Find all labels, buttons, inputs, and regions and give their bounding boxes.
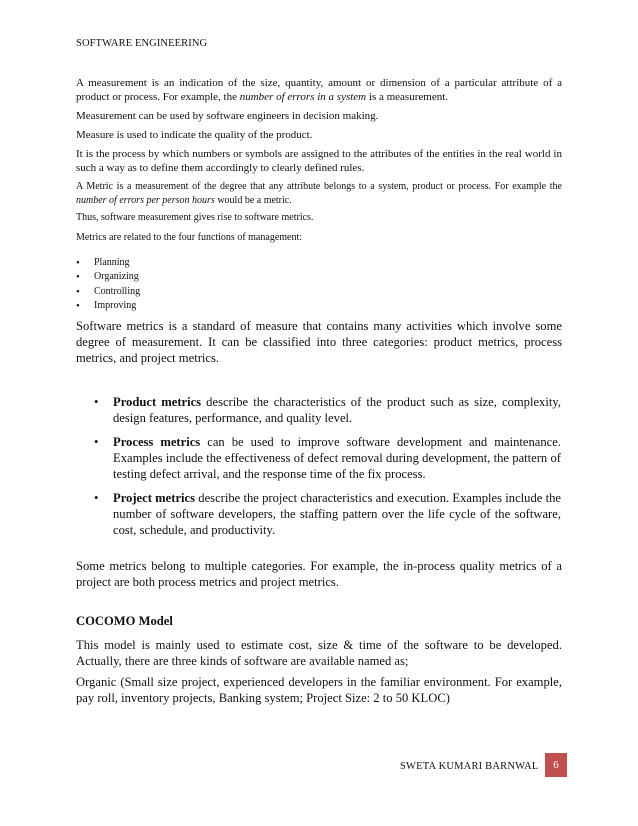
footer-author: SWETA KUMARI BARNWAL [400, 761, 539, 772]
paragraph-process: It is the process by which numbers or symbols are assigned to the attributes of the entities in the real world in such a way as to define them accordingly to clearly defined rules. [76, 148, 562, 174]
list-item: • Improving [76, 299, 376, 313]
description: describe the project characteristics and execution. Examples include the number of software developers, the staffing pattern over the life cycle of the software, cost, schedule, and productivity. [113, 491, 561, 537]
paragraph-metrics-intro: Software metrics is a standard of measure that contains many activities which involve some degree of measurement. It can be classified into three categories: product metrics, process metrics, and project metrics. [76, 319, 562, 365]
list-item: • Planning [76, 256, 376, 270]
paragraph-quality: Measure is used to indicate the quality of the product. [76, 129, 313, 141]
paragraph-measurement-definition [76, 76, 562, 104]
emphasis: number of errors per person hours [76, 195, 215, 206]
description: describe the characteristics of the product such as size, complexity, design features, performance, and quality level. [113, 395, 561, 425]
paragraph-metrics-rise: Thus, software measurement gives rise to software metrics. [76, 212, 314, 223]
term: Product metrics [113, 395, 202, 409]
paragraph-cocomo-organic: Organic (Small size project, experienced developers in the familiar environment. For example, pay roll, inventory projects, Banking system; Project Size: 2 to 50 KLOC) [76, 675, 562, 705]
term: Project metrics [113, 491, 196, 505]
paragraph-management-functions: Metrics are related to the four functions of management: [76, 232, 303, 243]
list-item-process-metrics [94, 434, 561, 482]
paragraph-multiple-categories: Some metrics belong to multiple categories. For example, the in-process quality metrics of a project are both process metrics and project metrics. [76, 559, 562, 589]
section-heading-cocomo: COCOMO Model [76, 614, 173, 628]
paragraph-cocomo-intro: This model is mainly used to estimate cost, size & time of the software to be developed. Actually, there are three kinds of software are available named as; [76, 638, 562, 668]
description: can be used to improve software development and maintenance. Examples include the effectiveness of defect removal during development, the pattern of testing defect arrival, and the response time of the fix process. [113, 435, 561, 481]
list-item: • Controlling [76, 285, 376, 299]
management-functions-list [76, 256, 376, 314]
list-item: • Organizing [76, 270, 376, 284]
paragraph-metric-definition [76, 180, 562, 208]
running-header: SOFTWARE ENGINEERING [76, 38, 208, 49]
text: would be a metric. [214, 195, 292, 206]
list-item-project-metrics [94, 490, 561, 538]
text: is a measurement. [366, 91, 449, 103]
paragraph-decision-making: Measurement can be used by software engineers in decision making. [76, 110, 379, 122]
text: A measurement is an indication of the size, quantity, amount or dimension of a particular attribute of a product or process. For example, the [76, 77, 562, 103]
emphasis: number of errors in a system [239, 91, 367, 103]
list-item-product-metrics [94, 394, 561, 426]
page-number-badge: 6 [545, 753, 567, 777]
term: Process metrics [113, 435, 201, 449]
text: A Metric is a measurement of the degree that any attribute belongs to a system, product or process. For example the [76, 181, 562, 192]
metric-categories-list [94, 394, 561, 546]
